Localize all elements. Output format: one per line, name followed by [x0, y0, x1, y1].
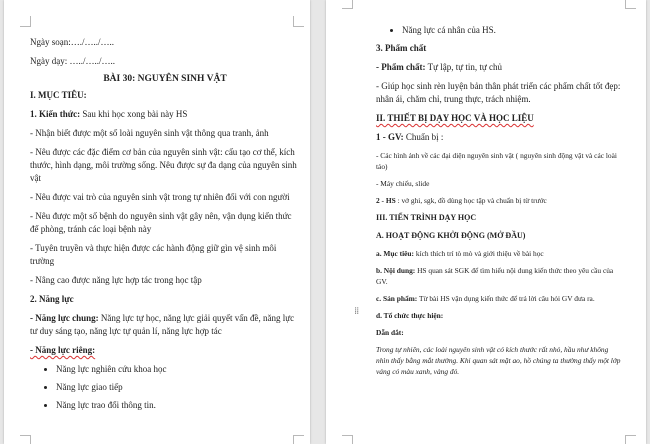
organize-heading: [376, 310, 622, 321]
list-item: • Năng lực nghiên cứu khoa học: [56, 363, 300, 376]
section-equipment-text: II. THIẾT BỊ DẠY HỌC VÀ HỌC LIỆU: [376, 113, 534, 123]
list-item: • Năng lực cá nhân của HS.: [402, 24, 622, 37]
teacher-item: - Máy chiếu, slide: [376, 179, 430, 188]
crop-mark: [293, 435, 304, 444]
teacher-item: - Các hình ảnh về các đại diện nguyên sinh vật ( nguyên sinh động vật và các loài tảo): [376, 151, 617, 171]
list-item: • Năng lực giao tiếp: [56, 381, 300, 394]
goal-paragraph: [376, 248, 622, 259]
general-ability-label: - Năng lực chung:: [30, 313, 99, 323]
knowledge-item: - Tuyên truyền và thực hiện được các hành động giữ gìn vệ sinh môi trường: [30, 243, 277, 266]
goal-text: kích thích trí tò mò và giới thiệu về bài học: [413, 249, 544, 258]
crop-mark: [342, 0, 353, 9]
content-text: HS quan sát SGK để tìm hiểu nội dung kiến thức theo yêu cầu của GV.: [376, 266, 614, 286]
lead-text: Trong tự nhiên, các loài nguyên sinh vật có kích thước rất nhỏ, hầu như không nhìn thấy bằng mắt thường. Khi quan sát mặt ao, hồ chúng ta thường thấy một lớp váng có màu xanh, vàng đỏ.: [376, 345, 621, 376]
drag-handle-icon[interactable]: ⁞⁞: [354, 306, 359, 317]
knowledge-item: - Nêu được một số bệnh do nguyên sinh vật gây nên, vận dụng kiến thức để phòng, tránh các loại bệnh này: [30, 211, 292, 234]
student-prep: [376, 195, 622, 206]
document-page-left[interactable]: [4, 0, 310, 444]
lead-heading: [376, 327, 622, 338]
goal-label: a. Mục tiêu:: [376, 249, 414, 258]
knowledge-item: - Nêu được vai trò của nguyên sinh vật trong tự nhiên đối với con người: [30, 192, 290, 202]
organize-label: d. Tổ chức thực hiện:: [376, 311, 444, 320]
activity-heading: A. HOẠT ĐỘNG KHỞI ĐỘNG (MỞ ĐẦU): [376, 231, 526, 240]
knowledge-item: - Nâng cao được năng lực hợp tác trong học tập: [30, 275, 202, 285]
ability-heading: 2. Năng lực: [30, 294, 74, 304]
general-ability: [30, 312, 300, 338]
product-text: Từ bài HS vận dụng kiến thức để trả lời câu hỏi GV đưa ra.: [417, 294, 595, 303]
content-paragraph: [376, 265, 622, 287]
crop-mark: [342, 435, 353, 444]
quality-heading: 3. Phẩm chất: [376, 43, 427, 53]
crop-mark: [293, 16, 304, 27]
quality-detail: - Giúp học sinh rèn luyện bản thân phát triển các phẩm chất tốt đẹp: nhân ái, chăm chỉ, trung thực, trách nhiệm.: [376, 81, 621, 104]
personal-ability-list: [376, 24, 622, 37]
crop-mark: [20, 435, 31, 444]
knowledge-paragraph: [30, 108, 300, 121]
section-objectives: I. MỤC TIÊU:: [30, 90, 87, 100]
quality-text: Tự lập, tự tin, tự chủ: [425, 62, 502, 72]
student-label: 2 - HS: [376, 196, 396, 205]
page-content: [30, 36, 300, 417]
page-content: [376, 24, 622, 383]
teacher-prep: [376, 131, 622, 144]
quality-label: - Phẩm chất:: [376, 62, 426, 72]
teacher-label: 1 - GV:: [376, 132, 404, 142]
lesson-title: BÀI 30: NGUYÊN SINH VẬT: [103, 74, 227, 84]
crop-mark: [20, 16, 31, 27]
crop-mark: [625, 0, 636, 9]
knowledge-item: - Nhận biết được một số loài nguyên sinh vật thông qua tranh, ảnh: [30, 128, 269, 138]
section-equipment: [376, 112, 622, 125]
product-paragraph: [376, 293, 622, 304]
quality-paragraph: [376, 61, 622, 74]
content-label: b. Nội dung:: [376, 266, 416, 275]
knowledge-label: 1. Kiến thức:: [30, 109, 81, 119]
general-ability-text: Năng lực tự học, năng lực giải quyết vấn đề, năng lực tư duy sáng tạo, năng lực tự quản lí, năng lực hợp tác: [30, 313, 295, 336]
product-label: c. Sản phẩm:: [376, 294, 418, 303]
lead-label: Dẫn dắt:: [376, 328, 404, 337]
knowledge-item: - Nêu được các đặc điểm cơ bản của nguyên sinh vật: cấu tạo cơ thể, kích thước, hình dạng, môi trường sống. Nêu được sự đa dạng của nguyên sinh vật: [30, 147, 297, 183]
section-process: III. TIẾN TRÌNH DẠY HỌC: [376, 213, 477, 222]
teacher-text: Chuẩn bị :: [403, 132, 444, 142]
crop-mark: [625, 435, 636, 444]
knowledge-text: Sau khi học xong bài này HS: [80, 109, 188, 119]
document-page-right[interactable]: [326, 0, 646, 444]
specific-ability-list: [30, 363, 300, 412]
student-text: : vở ghi, sgk, đồ dùng học tập và chuẩn bị từ trước: [395, 196, 547, 205]
specific-ability-label: - Năng lực riêng:: [30, 345, 96, 355]
list-item: • Năng lực trao đổi thông tin.: [56, 399, 300, 412]
date-taught: Ngày dạy: …../…../…..: [30, 56, 115, 66]
date-prepared: Ngày soạn:…./…../…..: [30, 37, 114, 47]
specific-ability: [30, 344, 300, 357]
